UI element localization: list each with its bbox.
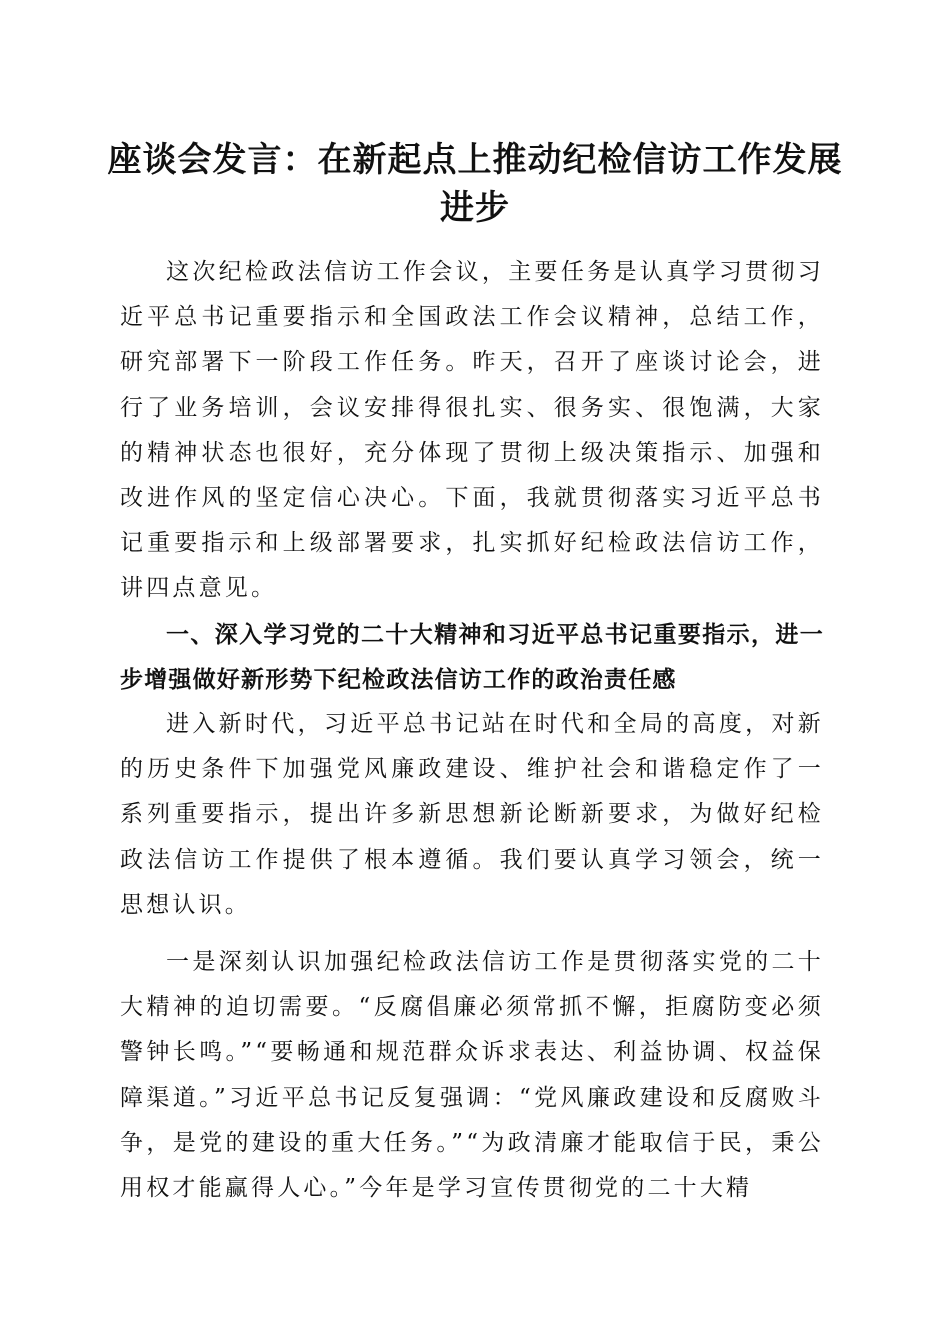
document-body [120, 250, 824, 1211]
section-heading-1: 一、深入学习党的二十大精神和习近平总书记重要指示，进一步增强做好新形势下纪检政法信访工作的政治责任感 [120, 620, 824, 693]
paragraph-intro: 这次纪检政法信访工作会议，主要任务是认真学习贯彻习近平总书记重要指示和全国政法工作会议精神，总结工作，研究部署下一阶段工作任务。昨天，召开了座谈讨论会，进行了业务培训，会议安排得很扎实、很务实、很饱满，大家的精神状态也很好，充分体现了贯彻上级决策指示、加强和改进作风的坚定信心决心。下面，我就贯彻落实习近平总书记重要指示和上级部署要求，扎实抓好纪检政法信访工作，讲四点意见。 [120, 259, 824, 602]
paragraph-point-1: 一是深刻认识加强纪检政法信访工作是贯彻落实党的二十大精神的迫切需要。“反腐倡廉必须常抓不懈，拒腐防变必须警钟长鸣。”“要畅通和规范群众诉求表达、利益协调、权益保障渠道。”习近平总书记反复强调：“党风廉政建设和反腐败斗争，是党的建设的重大任务。”“为政清廉才能取信于民，秉公用权才能赢得人心。”今年是学习宣传贯彻党的二十大精 [120, 949, 824, 1202]
paragraph-section-1: 进入新时代，习近平总书记站在时代和全局的高度，对新的历史条件下加强党风廉政建设、维护社会和谐稳定作了一系列重要指示，提出许多新思想新论断新要求，为做好纪检政法信访工作提供了根本遵循。我们要认真学习领会，统一思想认识。 [120, 711, 824, 918]
document-title: 座谈会发言：在新起点上推动纪检信访工作发展进步 [107, 140, 843, 228]
